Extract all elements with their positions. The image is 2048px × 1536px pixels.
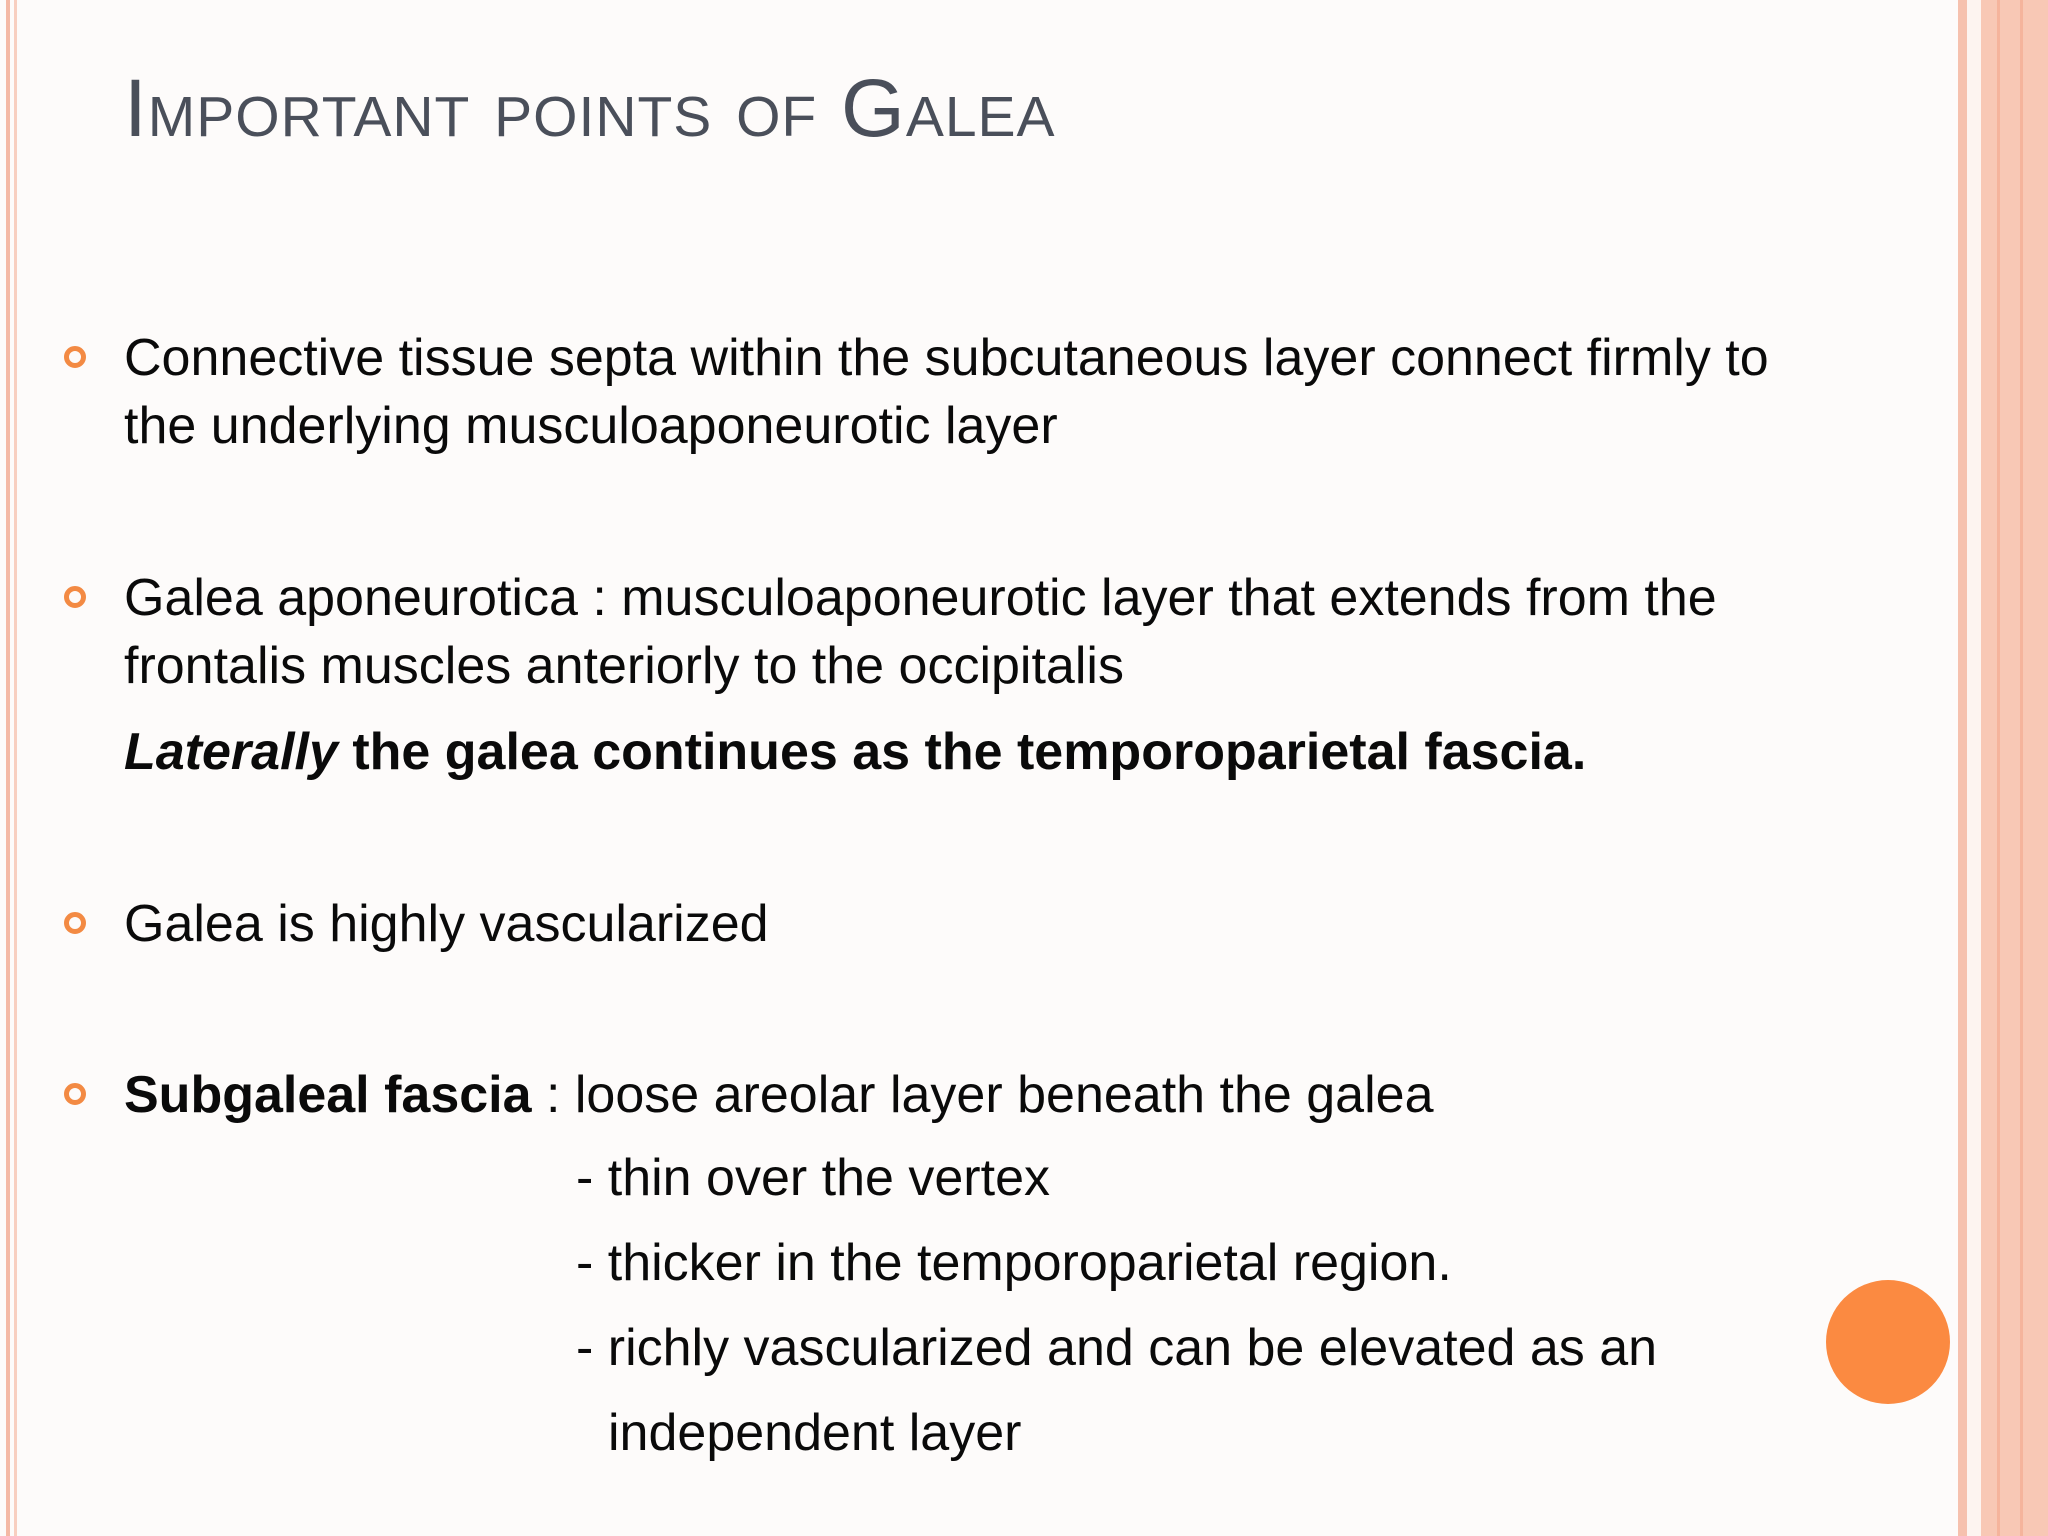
subgaleal-definition: : loose areolar layer beneath the galea [531,1066,1434,1124]
sub-item: - thin over the vertex [576,1149,1050,1207]
accent-circle [1826,1280,1950,1404]
bullet-2-line-1: Galea aponeurotica : musculoaponeurotic layer that extends from the [124,569,1717,627]
bullet-3-text [124,890,769,958]
slide-title: Important points of Galea [124,63,1056,154]
right-border-line [1997,0,2000,1536]
bullet-1-line-2: the underlying musculoaponeurotic layer [124,397,1058,455]
right-border-stripe [1958,0,1967,1536]
sub-item-continuation: independent layer [608,1404,1022,1462]
note-emphasis: Laterally [124,723,338,781]
left-border-line-inner [14,0,17,1536]
bullet-1-line-1: Connective tissue septa within the subcutaneous layer connect firmly to [124,329,1769,387]
right-border-gap [1967,0,1981,1536]
bullet-2-line-2: frontalis muscles anteriorly to the occipitalis [124,637,1124,695]
bullet-2-note [124,718,1586,786]
right-border-line [2020,0,2023,1536]
bullet-icon [64,346,86,368]
bullet-icon [64,1083,86,1105]
bullet-icon [64,912,86,934]
bullet-2-text [124,564,1717,700]
sub-item: - richly vascularized and can be elevated as an [576,1319,1658,1377]
bullet-1-text [124,324,1769,460]
right-border-band [1981,0,2048,1536]
sub-item: - thicker in the temporoparietal region. [576,1234,1452,1292]
subgaleal-term: Subgaleal fascia [124,1066,532,1124]
bullet-icon [64,586,86,608]
bullet-3-line-1: Galea is highly vascularized [124,895,769,953]
bullet-4-text [124,1061,1433,1129]
note-rest: the galea continues as the temporoparietal fascia. [337,723,1587,781]
left-border-line [6,0,10,1536]
